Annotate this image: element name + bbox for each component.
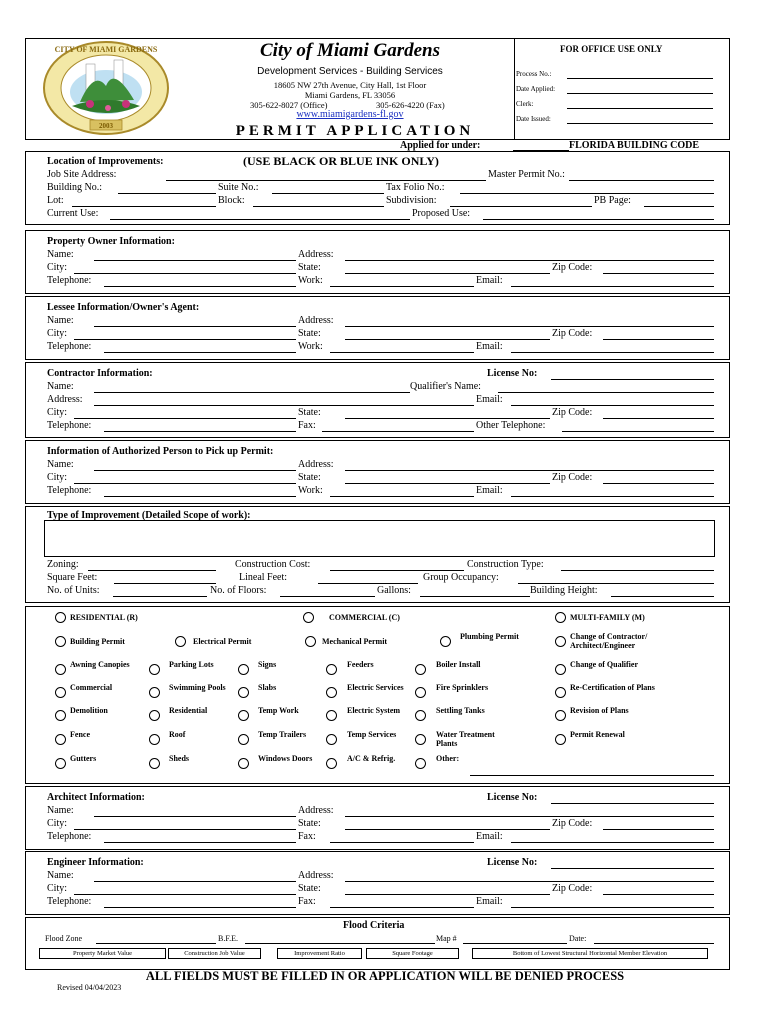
zoning-field[interactable] [88,570,216,571]
owner-work-field[interactable] [330,286,474,287]
col6-option-2-radio[interactable] [555,710,566,721]
architect-address-field[interactable] [345,816,714,817]
seal-year: 2003 [99,122,113,130]
col2-option-1-radio[interactable] [149,687,160,698]
square-feet-field[interactable] [114,583,216,584]
city-title: City of Miami Gardens [260,40,440,61]
owner-name-field[interactable] [94,260,296,261]
col3-option-0-label: Signs [258,660,277,669]
architect-email-field[interactable] [511,842,714,843]
pickup-email-label: Email: [476,485,503,496]
flood-zone-label: Flood Zone [45,934,83,943]
date-applied-field[interactable] [567,93,713,94]
job-site-field[interactable] [166,180,486,181]
multifamily-label: MULTI-FAMILY (M) [570,613,645,622]
permit-row1-option-3-radio[interactable] [440,636,451,647]
architect-fax-field[interactable] [330,842,474,843]
map-label: Map # [436,934,457,943]
col2-option-4-radio[interactable] [149,758,160,769]
col4-option-1-label: Electric Services [347,683,404,692]
architect-license-field[interactable] [551,803,714,804]
form-title: PERMIT APPLICATION [235,123,475,139]
contractor-license-label: License No: [487,368,538,379]
date-issued-field[interactable] [567,123,713,124]
pickup-state-label: State: [298,472,321,483]
owner-zip-label: Zip Code: [552,262,593,273]
website-link[interactable]: www.miamigardens-fl.gov [296,109,404,120]
lessee-zip-label: Zip Code: [552,328,593,339]
permit-row1-option-4-radio[interactable] [555,636,566,647]
col4-option-4-radio[interactable] [326,758,337,769]
col2-option-4-label: Sheds [169,754,190,763]
contractor-other-telephone-label: Other Telephone: [476,420,546,431]
col6-option-1-radio[interactable] [555,687,566,698]
subdivision-label: Subdivision: [386,195,437,206]
engineer-name-field[interactable] [94,881,296,882]
col5-option-0-radio[interactable] [415,664,426,675]
engineer-telephone-label: Telephone: [47,896,92,907]
footer-warning: ALL FIELDS MUST BE FILLED IN OR APPLICATION WILL BE DENIED PROCESS [145,969,625,983]
engineer-address-field[interactable] [345,881,714,882]
construction-cost-field[interactable] [330,570,464,571]
gallons-label: Gallons: [377,585,411,596]
owner-city-label: City: [47,262,68,273]
architect-license-label: License No: [487,792,538,803]
permit-row1-option-4-label: Change of Contractor/ Architect/Engineer [570,632,648,650]
office-phone: 305-622-8027 (Office) [250,100,328,110]
contractor-city-field[interactable] [74,418,296,419]
col3-option-2-label: Temp Work [258,706,299,715]
building-code-label: FLORIDA BUILDING CODE [569,140,700,151]
address-line-1: 18605 NW 27th Avenue, City Hall, 1st Floor [273,80,427,90]
architect-telephone-label: Telephone: [47,831,92,842]
owner-heading: Property Owner Information: [47,236,175,247]
architect-name-label: Name: [47,805,74,816]
bfe-label: B.F.E. [218,934,239,943]
group-occupancy-label: Group Occupancy: [423,572,499,583]
col4-option-2-label: Electric System [347,706,401,715]
pickup-zip-field[interactable] [603,483,714,484]
contractor-other-telephone-field[interactable] [562,431,714,432]
lessee-zip-field[interactable] [603,339,714,340]
col3-option-2-radio[interactable] [238,710,249,721]
lessee-telephone-field[interactable] [104,352,296,353]
col2-option-2-radio[interactable] [149,710,160,721]
contractor-name-label: Name: [47,381,74,392]
flood-date-field[interactable] [594,943,714,944]
pickup-work-field[interactable] [330,496,474,497]
architect-state-label: State: [298,818,321,829]
zoning-label: Zoning: [47,559,79,570]
col6-option-0-label: Change of Qualifier [570,660,638,669]
contractor-email-label: Email: [476,394,503,405]
pickup-work-label: Work: [298,485,323,496]
contractor-state-label: State: [298,407,321,418]
col5-option-0-label: Boiler Install [436,660,481,669]
col1-option-1-radio[interactable] [55,687,66,698]
building-height-field[interactable] [611,596,714,597]
contractor-state-field[interactable] [345,418,550,419]
flood-column-4: Bottom of Lowest Structural Horizontal Member Elevation [472,948,708,959]
col5-option-3-label: Water Treatment Plants [436,730,495,748]
engineer-zip-field[interactable] [603,894,714,895]
contractor-city-label: City: [47,407,68,418]
engineer-city-field[interactable] [74,894,296,895]
engineer-license-field[interactable] [551,868,714,869]
date-applied-label: Date Applied: [516,85,556,93]
col3-option-3-label: Temp Trailers [258,730,307,739]
engineer-zip-label: Zip Code: [552,883,593,894]
square-feet-label: Square Feet: [47,572,98,583]
job-site-label: Job Site Address: [47,169,117,180]
suite-no-field[interactable] [272,193,384,194]
contractor-address-field[interactable] [94,405,474,406]
owner-email-field[interactable] [511,286,714,287]
col3-option-3-radio[interactable] [238,734,249,745]
col4-option-4-label: A/C & Refrig. [347,754,396,763]
engineer-email-label: Email: [476,896,503,907]
lineal-feet-field[interactable] [318,583,418,584]
lessee-work-field[interactable] [330,352,474,353]
architect-heading: Architect Information: [47,792,145,803]
revised-date: Revised 04/04/2023 [57,983,122,992]
col4-option-3-radio[interactable] [326,734,337,745]
lessee-name-label: Name: [47,315,74,326]
col5-option-2-label: Settling Tanks [436,706,485,715]
master-permit-label: Master Permit No.: [488,169,565,180]
architect-zip-field[interactable] [603,829,714,830]
building-no-label: Building No.: [47,182,103,193]
col1-option-1-label: Commercial [70,683,113,692]
lessee-state-label: State: [298,328,321,339]
owner-city-field[interactable] [74,273,296,274]
architect-city-label: City: [47,818,68,829]
col5-option-4-label: Other: [436,754,460,763]
pickup-name-field[interactable] [94,470,296,471]
pickup-city-field[interactable] [74,483,296,484]
owner-name-label: Name: [47,249,74,260]
owner-address-label: Address: [298,249,334,260]
col3-option-0-radio[interactable] [238,664,249,675]
engineer-heading: Engineer Information: [47,857,144,868]
owner-state-field[interactable] [345,273,550,274]
col2-option-1-label: Swimming Pools [169,683,226,692]
owner-zip-field[interactable] [603,273,714,274]
pickup-zip-label: Zip Code: [552,472,593,483]
pb-page-label: PB Page: [594,195,631,206]
office-use-title: FOR OFFICE USE ONLY [560,44,663,54]
architect-city-field[interactable] [74,829,296,830]
flood-column-3: Square Footage [366,948,459,959]
units-label: No. of Units: [47,585,100,596]
col1-option-2-radio[interactable] [55,710,66,721]
commercial-radio[interactable] [303,612,314,623]
col6-option-2-label: Revision of Plans [570,706,629,715]
owner-state-label: State: [298,262,321,273]
col4-option-0-label: Feeders [347,660,374,669]
pickup-email-field[interactable] [511,496,714,497]
engineer-license-label: License No: [487,857,538,868]
permit-row1-option-1-label: Electrical Permit [193,637,252,646]
lessee-name-field[interactable] [94,326,296,327]
seal-top-text: CITY OF MIAMI GARDENS [54,45,158,54]
contractor-telephone-label: Telephone: [47,420,92,431]
contractor-name-field[interactable] [94,392,410,393]
tax-folio-label: Tax Folio No.: [386,182,445,193]
owner-email-label: Email: [476,275,503,286]
lessee-city-field[interactable] [74,339,296,340]
current-use-label: Current Use: [47,208,99,219]
engineer-state-label: State: [298,883,321,894]
pickup-telephone-field[interactable] [104,496,296,497]
flood-zone-field[interactable] [96,943,216,944]
pickup-city-label: City: [47,472,68,483]
pickup-heading: Information of Authorized Person to Pick up Permit: [47,446,274,457]
owner-telephone-label: Telephone: [47,275,92,286]
contractor-fax-field[interactable] [322,431,474,432]
lessee-telephone-label: Telephone: [47,341,92,352]
owner-work-label: Work: [298,275,323,286]
fax-number: 305-626-4220 (Fax) [376,100,445,110]
col4-option-2-radio[interactable] [326,710,337,721]
col5-option-2-radio[interactable] [415,710,426,721]
flood-column-0: Property Market Value [39,948,166,959]
lessee-address-field[interactable] [345,326,714,327]
lessee-state-field[interactable] [345,339,550,340]
building-height-label: Building Height: [530,585,598,596]
engineer-name-label: Name: [47,870,74,881]
permit-row1-option-0-radio[interactable] [55,636,66,647]
permit-row1-option-2-radio[interactable] [305,636,316,647]
applied-for-label: Applied for under: [400,140,481,151]
current-use-field[interactable] [110,219,410,220]
architect-state-field[interactable] [345,829,550,830]
building-no-field[interactable] [118,193,216,194]
ink-note: (USE BLACK OR BLUE INK ONLY) [243,154,439,168]
pickup-telephone-label: Telephone: [47,485,92,496]
lessee-email-label: Email: [476,341,503,352]
clerk-label: Clerk: [516,100,534,108]
lessee-work-label: Work: [298,341,323,352]
col1-option-2-label: Demolition [70,706,108,715]
suite-no-label: Suite No.: [218,182,259,193]
engineer-address-label: Address: [298,870,334,881]
construction-cost-label: Construction Cost: [235,559,311,570]
lessee-email-field[interactable] [511,352,714,353]
gallons-field[interactable] [420,596,530,597]
date-issued-label: Date Issued: [516,115,551,123]
address-line-2: Miami Gardens, FL 33056 [304,90,396,100]
engineer-telephone-field[interactable] [104,907,296,908]
col2-option-2-label: Residential [169,706,208,715]
floors-label: No. of Floors: [210,585,267,596]
col5-option-3-radio[interactable] [415,734,426,745]
permit-row1-option-1-radio[interactable] [175,636,186,647]
col1-option-4-label: Gutters [70,754,97,763]
construction-type-field[interactable] [561,570,714,571]
contractor-license-field[interactable] [551,379,714,380]
architect-address-label: Address: [298,805,334,816]
process-no-label: Process No.: [516,70,552,78]
col3-option-4-label: Windows Doors [258,754,313,763]
pb-page-field[interactable] [644,206,714,207]
block-label: Block: [218,195,245,206]
lessee-address-label: Address: [298,315,334,326]
contractor-qualifier-field[interactable] [498,392,714,393]
col3-option-1-label: Slabs [258,683,277,692]
col5-option-4-radio[interactable] [415,758,426,769]
city-seal-logo [42,40,170,136]
commercial-label: COMMERCIAL (C) [329,613,400,622]
department-name: Development Services - Building Services [257,66,443,77]
pickup-name-label: Name: [47,459,74,470]
col1-option-3-label: Fence [70,730,90,739]
process-no-field[interactable] [567,78,713,79]
contractor-telephone-field[interactable] [104,431,296,432]
col4-option-1-radio[interactable] [326,687,337,698]
tax-folio-field[interactable] [460,193,714,194]
engineer-email-field[interactable] [511,907,714,908]
col2-option-0-radio[interactable] [149,664,160,675]
contractor-fax-label: Fax: [298,420,316,431]
architect-telephone-field[interactable] [104,842,296,843]
proposed-use-field[interactable] [483,219,714,220]
col1-option-4-radio[interactable] [55,758,66,769]
pickup-address-field[interactable] [345,470,714,471]
architect-email-label: Email: [476,831,503,842]
col6-option-3-label: Permit Renewal [570,730,625,739]
col5-option-1-label: Fire Sprinklers [436,683,489,692]
lineal-feet-label: Lineal Feet: [239,572,288,583]
contractor-qualifier-label: Qualifier's Name: [410,381,481,392]
col2-option-3-label: Roof [169,730,186,739]
col2-option-0-label: Parking Lots [169,660,214,669]
col6-option-0-radio[interactable] [555,664,566,675]
lot-label: Lot: [47,195,64,206]
permit-row1-option-3-label: Plumbing Permit [460,632,519,641]
permit-row1-option-0-label: Building Permit [70,637,125,646]
col6-option-3-radio[interactable] [555,734,566,745]
proposed-use-label: Proposed Use: [412,208,471,219]
flood-column-2: Improvement Ratio [277,948,362,959]
location-heading: Location of Improvements: [47,156,164,167]
col1-option-0-label: Awning Canopies [70,660,130,669]
pickup-address-label: Address: [298,459,334,470]
permit-row1-option-2-label: Mechanical Permit [322,637,388,646]
col6-option-1-label: Re-Certification of Plans [570,683,655,692]
master-permit-field[interactable] [569,180,714,181]
contractor-heading: Contractor Information: [47,368,153,379]
col3-option-1-radio[interactable] [238,687,249,698]
subdivision-field[interactable] [450,206,592,207]
lessee-heading: Lessee Information/Owner's Agent: [47,302,200,313]
col5-option-1-radio[interactable] [415,687,426,698]
residential-radio[interactable] [55,612,66,623]
engineer-fax-label: Fax: [298,896,316,907]
flood-date-label: Date: [569,934,587,943]
engineer-city-label: City: [47,883,68,894]
construction-type-label: Construction Type: [467,559,544,570]
clerk-field[interactable] [567,108,713,109]
bfe-field[interactable] [245,943,435,944]
col1-option-3-radio[interactable] [55,734,66,745]
map-field[interactable] [463,943,567,944]
architect-name-field[interactable] [94,816,296,817]
group-occupancy-field[interactable] [518,583,714,584]
block-field[interactable] [253,206,384,207]
contractor-zip-field[interactable] [603,418,714,419]
owner-address-field[interactable] [345,260,714,261]
units-field[interactable] [113,596,207,597]
flood-column-1: Construction Job Value [168,948,261,959]
other-field[interactable] [470,775,714,776]
scope-of-work-input[interactable] [44,520,715,557]
engineer-fax-field[interactable] [330,907,474,908]
owner-telephone-field[interactable] [104,286,296,287]
col2-option-3-radio[interactable] [149,734,160,745]
flood-heading: Flood Criteria [343,920,405,931]
improvement-heading: Type of Improvement (Detailed Scope of work): [47,510,251,521]
contractor-email-field[interactable] [511,405,714,406]
lot-field[interactable] [72,206,216,207]
contractor-address-label: Address: [47,394,83,405]
floors-field[interactable] [280,596,375,597]
multifamily-radio[interactable] [555,612,566,623]
col4-option-0-radio[interactable] [326,664,337,675]
col1-option-0-radio[interactable] [55,664,66,675]
col3-option-4-radio[interactable] [238,758,249,769]
lessee-city-label: City: [47,328,68,339]
pickup-state-field[interactable] [345,483,550,484]
residential-label: RESIDENTIAL (R) [70,613,138,622]
architect-zip-label: Zip Code: [552,818,593,829]
contractor-zip-label: Zip Code: [552,407,593,418]
architect-fax-label: Fax: [298,831,316,842]
col4-option-3-label: Temp Services [347,730,397,739]
engineer-state-field[interactable] [345,894,550,895]
